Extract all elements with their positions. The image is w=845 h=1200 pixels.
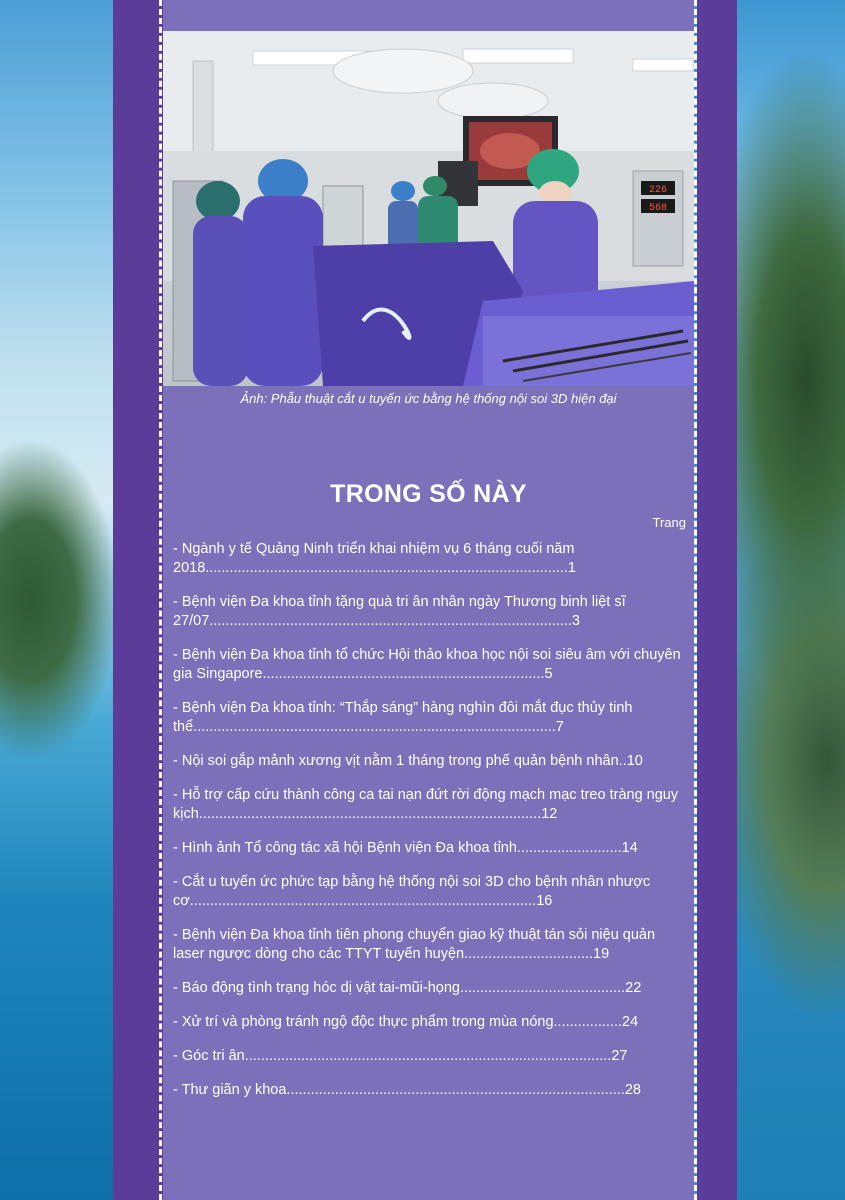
toc-item[interactable] [173, 752, 687, 771]
toc-page-header: Trang [652, 515, 686, 530]
toc-item-leader-dots: ................. [553, 1014, 623, 1030]
content-panel [163, 0, 694, 1200]
toc-item-page-number: 27 [611, 1048, 628, 1064]
toc-item-leader-dots: .......................................................................................... [209, 613, 572, 629]
toc-item-title: - Ngành y tế Quảng Ninh triển khai nhiệm vụ 6 tháng cuối năm 2018 [173, 541, 575, 576]
background-seascape-left [0, 0, 113, 1200]
toc-item[interactable] [173, 646, 687, 684]
photo-caption: Ảnh: Phẫu thuật cắt u tuyến ức bằng hệ thống nội soi 3D hiện đại [240, 391, 617, 406]
toc-item-page-number: 7 [555, 719, 564, 735]
surgery-photo-illustration [163, 31, 694, 386]
toc-title: TRONG SỐ NÀY [330, 480, 527, 508]
toc-item-title: - Bệnh viện Đa khoa tỉnh: “Thắp sáng” hàng nghìn đôi mắt đục thủy tinh thể [173, 700, 633, 735]
toc-item[interactable] [173, 786, 687, 824]
toc-item-title: - Hỗ trợ cấp cứu thành công ca tai nạn đứt rời động mạch mạc treo tràng nguy kịch [173, 787, 679, 822]
toc-item[interactable] [173, 540, 687, 578]
toc-item-title: - Thư giãn y khoa [173, 1082, 287, 1098]
toc-item-leader-dots: .................................................................................... [286, 1082, 625, 1098]
dashed-border-left [159, 0, 162, 1200]
toc-item-page-number: 19 [593, 946, 610, 962]
toc-item-page-number: 12 [541, 806, 558, 822]
toc-item-leader-dots: ..................................................................................... [198, 806, 542, 822]
toc-item-page-number: 14 [621, 840, 638, 856]
toc-item-page-number: 5 [544, 666, 553, 682]
toc-item-title: - Góc tri ân [173, 1048, 245, 1064]
toc-item-title: - Xử trí và phòng tránh ngộ độc thực phẩm trong mùa nóng [173, 1014, 554, 1030]
toc-item[interactable] [173, 593, 687, 631]
toc-item[interactable] [173, 1081, 687, 1100]
toc-item[interactable] [173, 979, 687, 998]
toc-item[interactable] [173, 926, 687, 964]
toc-item[interactable] [173, 873, 687, 911]
toc-item-leader-dots: ......................................... [459, 980, 626, 996]
toc-item-leader-dots: .......................... [516, 840, 622, 856]
toc-item-title: - Cắt u tuyến ức phức tạp bằng hệ thống nội soi 3D cho bệnh nhân nhược cơ [173, 874, 651, 909]
toc-item-title: - Bệnh viện Đa khoa tỉnh tổ chức Hội thảo khoa học nội soi siêu âm với chuyên gia Singapore [173, 647, 681, 682]
toc-item-leader-dots: ........................................................................................... [244, 1048, 612, 1064]
toc-item-title: - Bệnh viện Đa khoa tỉnh tiên phong chuyển giao kỹ thuật tán sỏi niệu quản laser ngược dòng cho các TTYT tuyến huyện [173, 927, 656, 962]
background-seascape-right [737, 0, 845, 1200]
toc-item-leader-dots: .......................................................................................... [193, 719, 556, 735]
purple-border-right [697, 0, 737, 1200]
toc-item-title: - Bệnh viện Đa khoa tỉnh tặng quà tri ân nhân ngày Thương binh liệt sĩ 27/07 [173, 594, 626, 629]
toc-item-leader-dots: ................................ [464, 946, 594, 962]
toc-item-leader-dots: ...................................................................................... [189, 893, 537, 909]
surgery-photo [163, 31, 694, 386]
toc-item-page-number: 10 [626, 753, 643, 769]
toc-item[interactable] [173, 699, 687, 737]
toc-item-title: - Hình ảnh Tổ công tác xã hội Bệnh viện Đa khoa tỉnh [173, 840, 517, 856]
toc-item-page-number: 16 [536, 893, 553, 909]
toc-item[interactable] [173, 1013, 687, 1032]
toc-item-title: - Báo động tình trạng hóc dị vật tai-mũi-họng [173, 980, 460, 996]
toc-item-leader-dots: .. [618, 753, 627, 769]
toc-item-leader-dots: .......................................................................................... [205, 560, 568, 576]
toc-item-leader-dots: ...................................................................... [262, 666, 545, 682]
purple-border-left [113, 0, 163, 1200]
toc-item[interactable] [173, 1047, 687, 1066]
table-of-contents [173, 540, 687, 1115]
toc-item-page-number: 1 [567, 560, 576, 576]
toc-item-title: - Nội soi gắp mảnh xương vịt nằm 1 tháng trong phế quản bệnh nhân [173, 753, 619, 769]
toc-item-page-number: 28 [624, 1082, 641, 1098]
monitor-readout-1: 226 [648, 185, 668, 196]
toc-item[interactable] [173, 839, 687, 858]
toc-item-page-number: 22 [625, 980, 642, 996]
monitor-readout-2: 568 [648, 203, 668, 214]
dashed-border-right [694, 0, 697, 1200]
toc-item-page-number: 24 [622, 1014, 639, 1030]
toc-item-page-number: 3 [571, 613, 580, 629]
